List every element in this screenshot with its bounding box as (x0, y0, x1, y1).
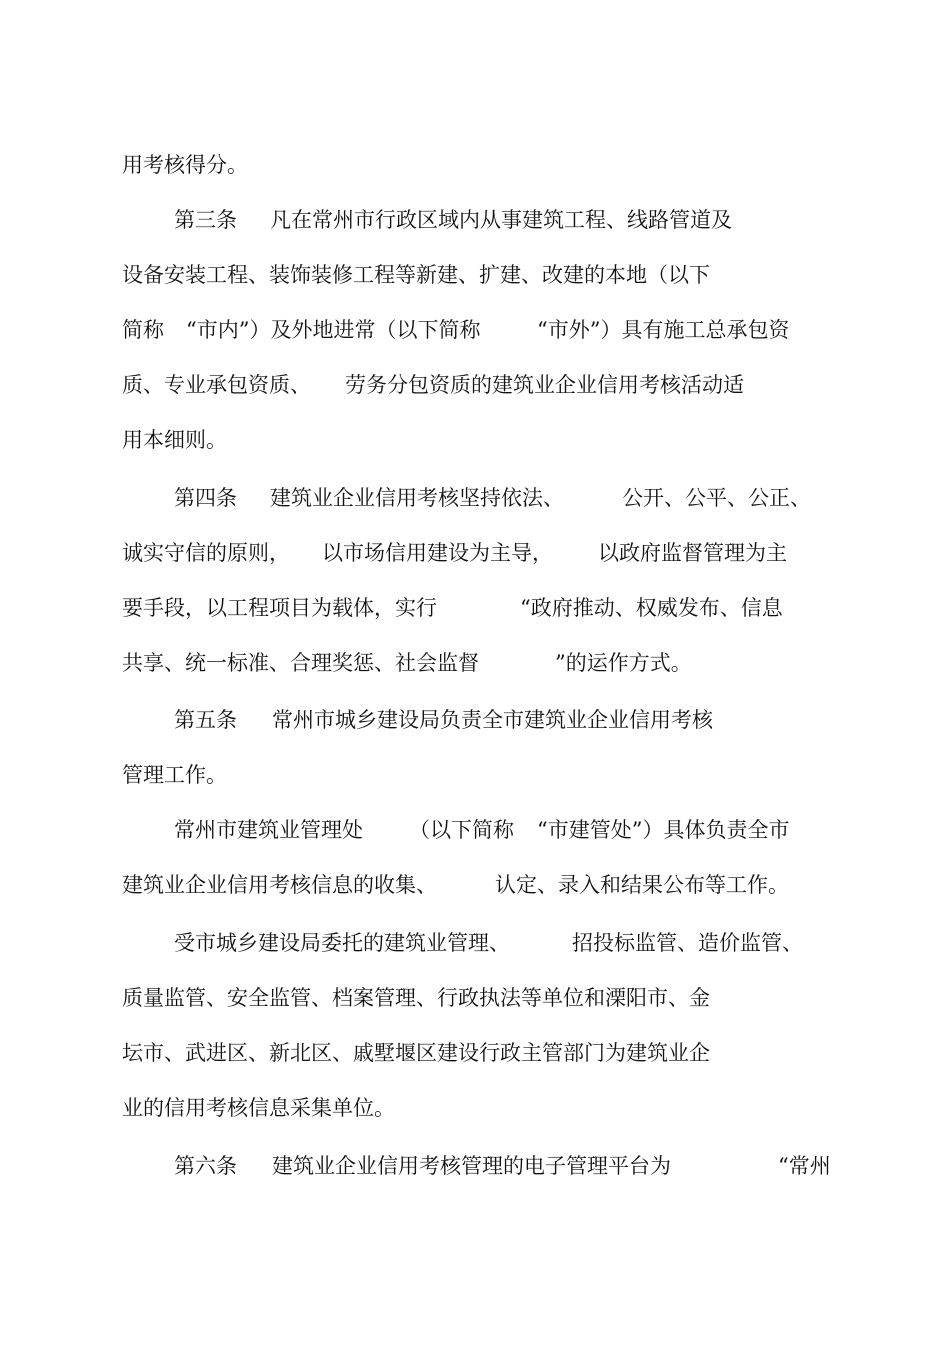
text-segment: 以市场信用建设为主导， (322, 541, 553, 565)
text-segment: 第六条 (174, 1154, 237, 1178)
text-segment: “市内”）及外地进常（以下简称 (186, 318, 481, 342)
text-segment: 招投标监管、造价监管、 (572, 931, 803, 955)
text-segment: 诚实守信的原则， (122, 541, 290, 565)
text-segment: 以政府监督管理为主 (598, 541, 787, 565)
text-segment: 建筑业企业信用考核坚持依法、 (270, 486, 564, 510)
text-segment: 凡在常州市行政区域内从事建筑工程、线路管道及 (270, 208, 732, 232)
text-segment: “政府推动、权威发布、信息 (520, 596, 783, 620)
text-segment: 公开、公平、公正、 (622, 486, 811, 510)
text-segment: 第三条 (174, 208, 237, 232)
text-segment: ”的运作方式。 (555, 651, 692, 675)
text-segment: 认定、录入和结果公布等工作。 (495, 873, 789, 897)
text-segment: “市建管处”）具体负责全市 (537, 818, 790, 842)
text-segment: 常州市建筑业管理处 (174, 818, 363, 842)
text-segment: 建筑业企业信用考核管理的电子管理平台为 (272, 1154, 671, 1178)
text-segment: 坛市、武进区、新北区、戚墅堰区建设行政主管部门为建筑业企 (122, 1041, 710, 1065)
text-segment: 第五条 (174, 708, 237, 732)
text-segment: 共享、统一标准、合理奖惩、社会监督 (122, 651, 479, 675)
text-segment: “市外”）具有施工总承包资 (537, 318, 790, 342)
text-segment: 简称 (122, 318, 164, 342)
text-segment: “常州 (778, 1154, 831, 1178)
text-segment: 管理工作。 (122, 763, 227, 787)
text-segment: 用考核得分。 (122, 153, 248, 177)
text-segment: 用本细则。 (122, 428, 227, 452)
text-segment: 要手段，以工程项目为载体，实行 (122, 596, 437, 620)
text-segment: 设备安装工程、装饰装修工程等新建、扩建、改建的本地（以下 (122, 263, 710, 287)
text-segment: 第四条 (174, 486, 237, 510)
text-segment: 业的信用考核信息采集单位。 (122, 1096, 395, 1120)
text-segment: 受市城乡建设局委托的建筑业管理、 (174, 931, 510, 955)
text-segment: 质量监管、安全监管、档案管理、行政执法等单位和溧阳市、金 (122, 986, 710, 1010)
text-segment: 常州市城乡建设局负责全市建筑业企业信用考核 (272, 708, 713, 732)
text-segment: 建筑业企业信用考核信息的收集、 (122, 873, 437, 897)
text-segment: 劳务分包资质的建筑业企业信用考核活动适 (345, 373, 744, 397)
text-segment: 质、专业承包资质、 (122, 373, 311, 397)
text-segment: （以下简称 (409, 818, 514, 842)
